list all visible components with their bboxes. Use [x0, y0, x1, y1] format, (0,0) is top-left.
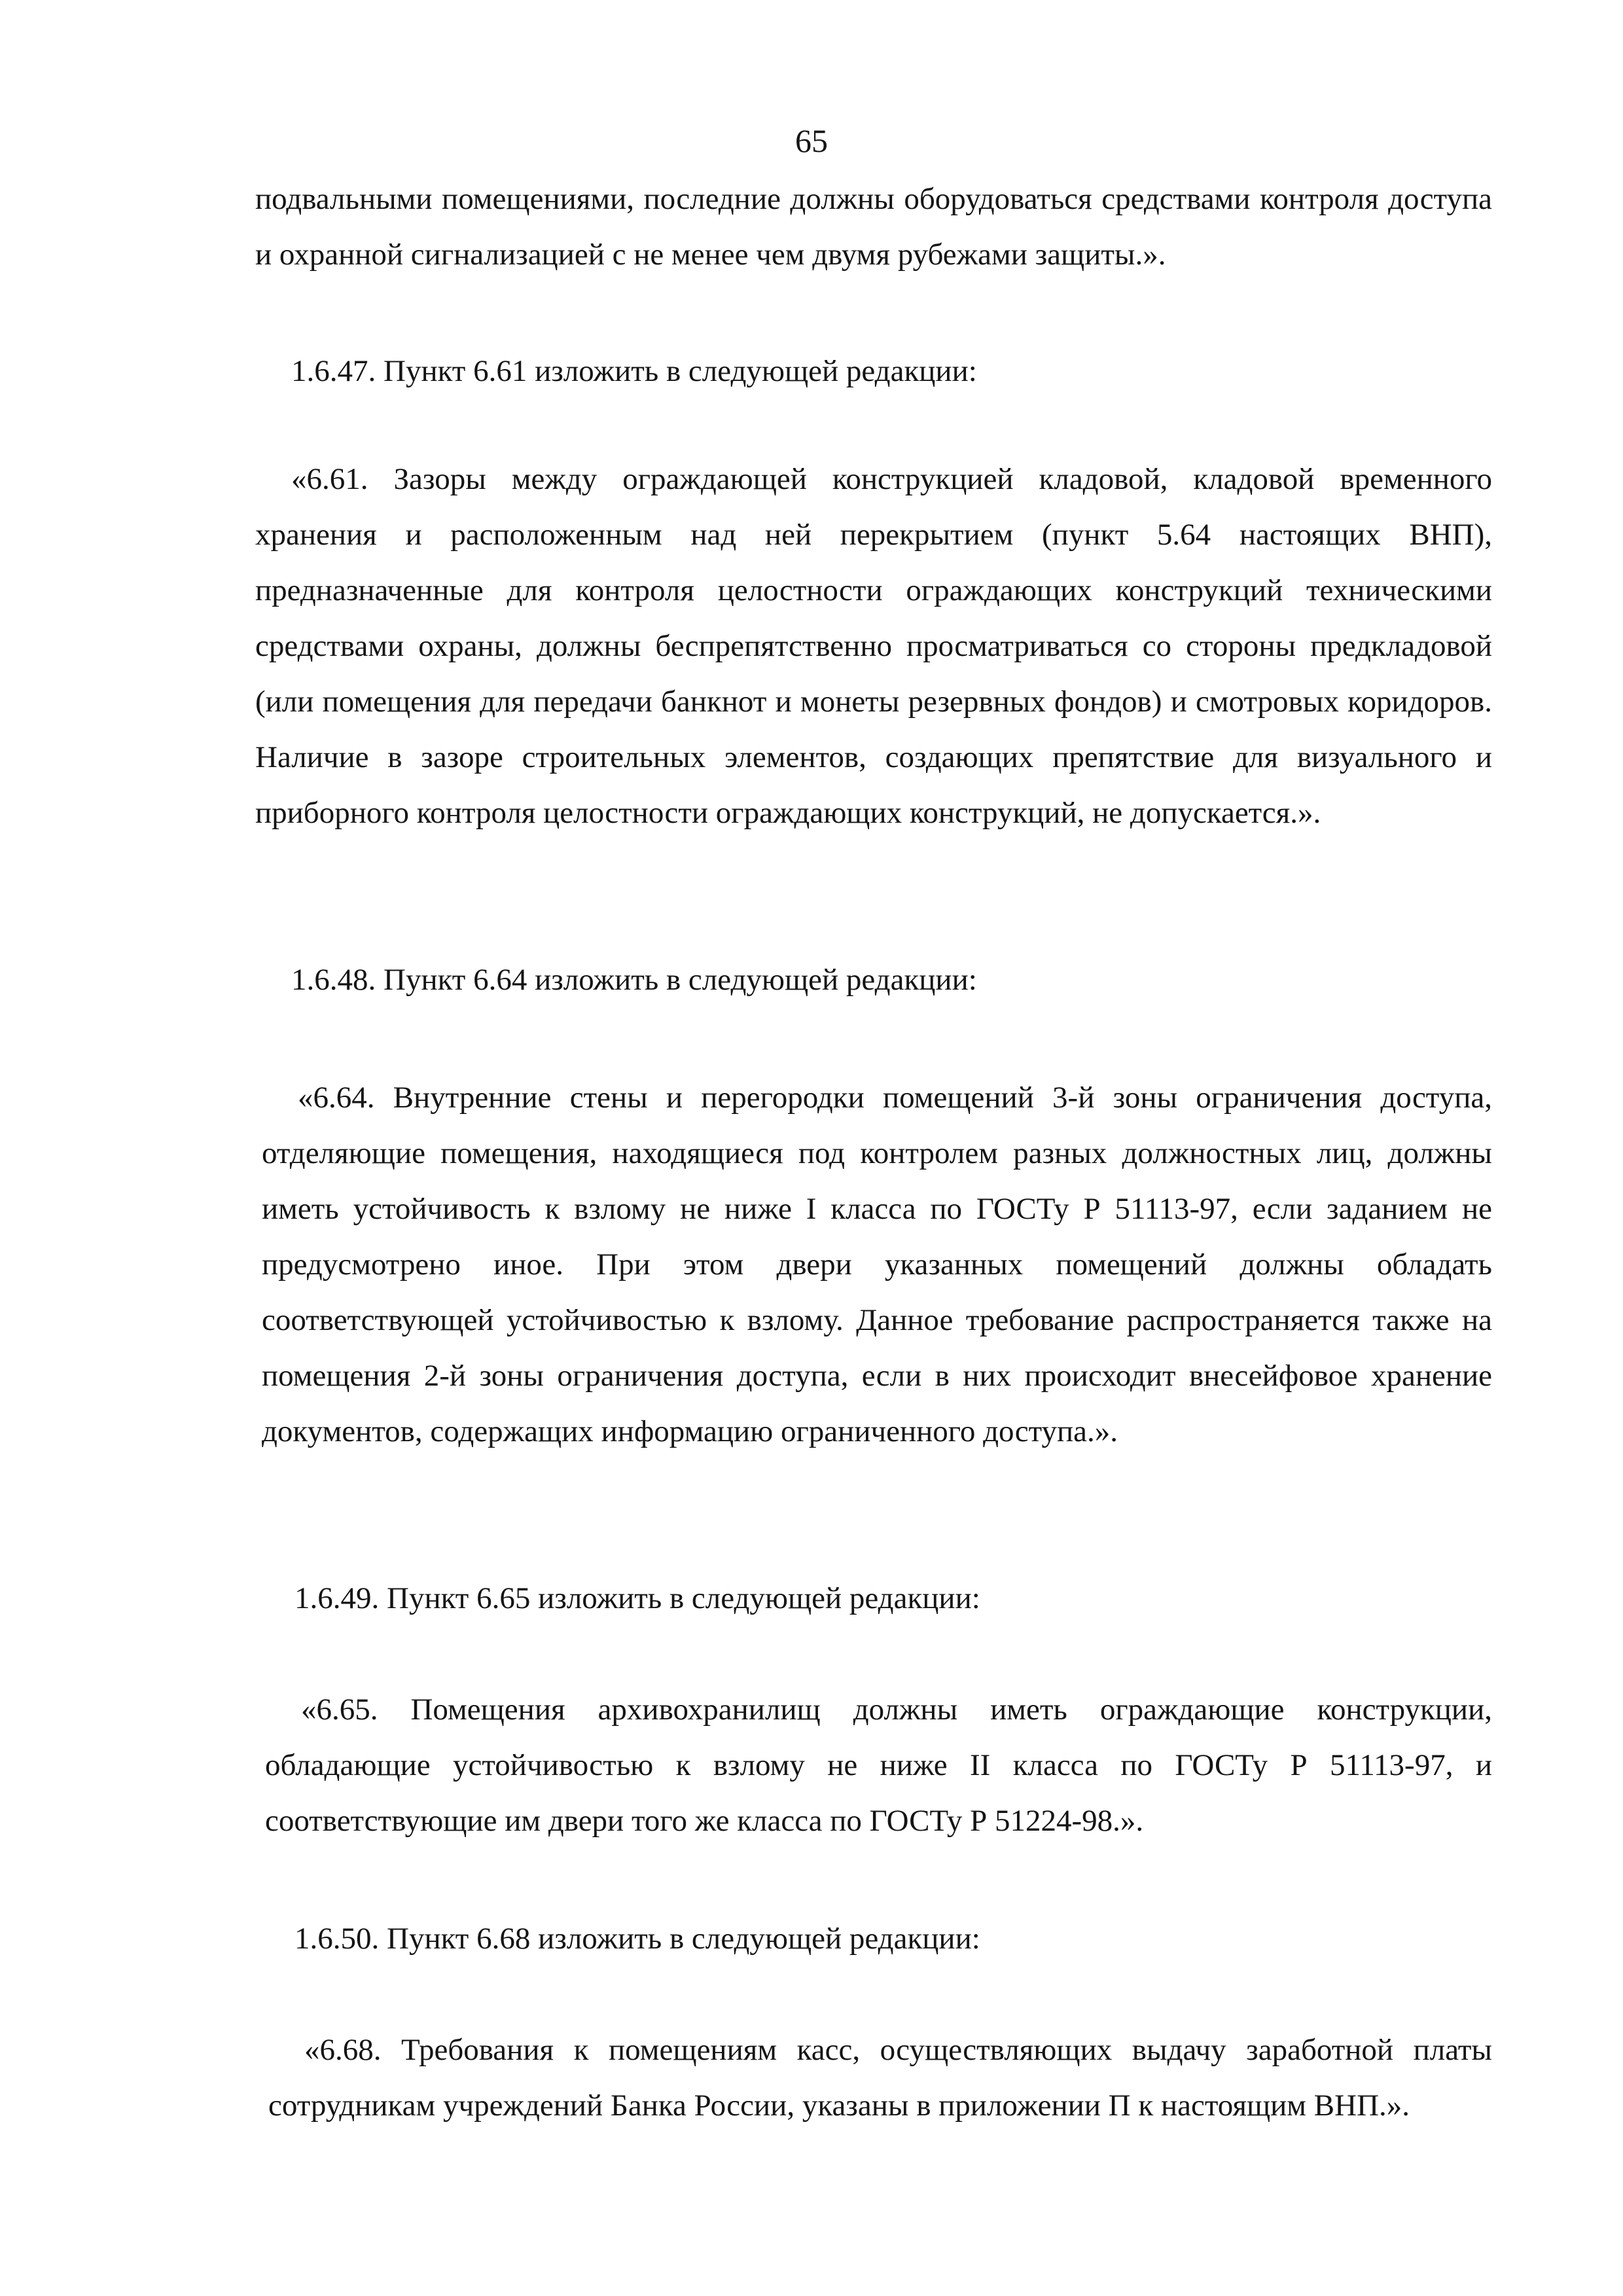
item-heading-1-6-49: 1.6.49. Пункт 6.65 изложить в следующей редакции:: [294, 1581, 980, 1615]
item-heading-1-6-47: 1.6.47. Пункт 6.61 изложить в следующей редакции:: [291, 354, 977, 388]
item-body-6-61: «6.61. Зазоры между ограждающей конструкцией кладовой, кладовой временного хранения и расположенным над ней перекрытием (пункт 5.64 настоящих ВНП), предназначенные для контроля целостности ограждающих конструкций техническими средствами охраны, должны беспрепятственно просматриваться со стороны предкладовой (или помещения для передачи банкнот и монеты резервных фондов) и смотровых коридоров. Наличие в зазоре строительных элементов, создающих препятствие для визуального и приборного контроля целостности ограждающих конструкций, не допускается.».: [255, 462, 1492, 830]
item-body-6-64: «6.64. Внутренние стены и перегородки помещений 3-й зоны ограничения доступа, отделяющие помещения, находящиеся под контролем разных должностных лиц, должны иметь устойчивость к взлому не ниже I класса по ГОСТу Р 51113-97, если заданием не предусмотрено иное. При этом двери указанных помещений должны обладать соответствующей устойчивостью к взлому. Данное требование распространяется также на помещения 2-й зоны ограничения доступа, если в них происходит внесейфовое хранение документов, содержащих информацию ограниченного доступа.».: [262, 1081, 1492, 1448]
item-heading-1-6-48: 1.6.48. Пункт 6.64 изложить в следующей редакции:: [291, 963, 977, 997]
page-number: 65: [795, 122, 828, 159]
continuation-paragraph: подвальными помещениями, последние должны оборудоваться средствами контроля доступа и охранной сигнализацией с не менее чем двумя рубежами защиты.».: [255, 182, 1492, 272]
item-heading-1-6-50: 1.6.50. Пункт 6.68 изложить в следующей редакции:: [294, 1922, 980, 1956]
item-body-6-68: «6.68. Требования к помещениям касс, осуществляющих выдачу заработной платы сотрудникам учреждений Банка России, указаны в приложении П к настоящим ВНП.».: [268, 2033, 1492, 2123]
item-body-6-65: «6.65. Помещения архивохранилищ должны иметь ограждающие конструкции, обладающие устойчивостью к взлому не ниже II класса по ГОСТу Р 51113-97, и соответствующие им двери того же класса по ГОСТу Р 51224-98.».: [265, 1693, 1492, 1838]
